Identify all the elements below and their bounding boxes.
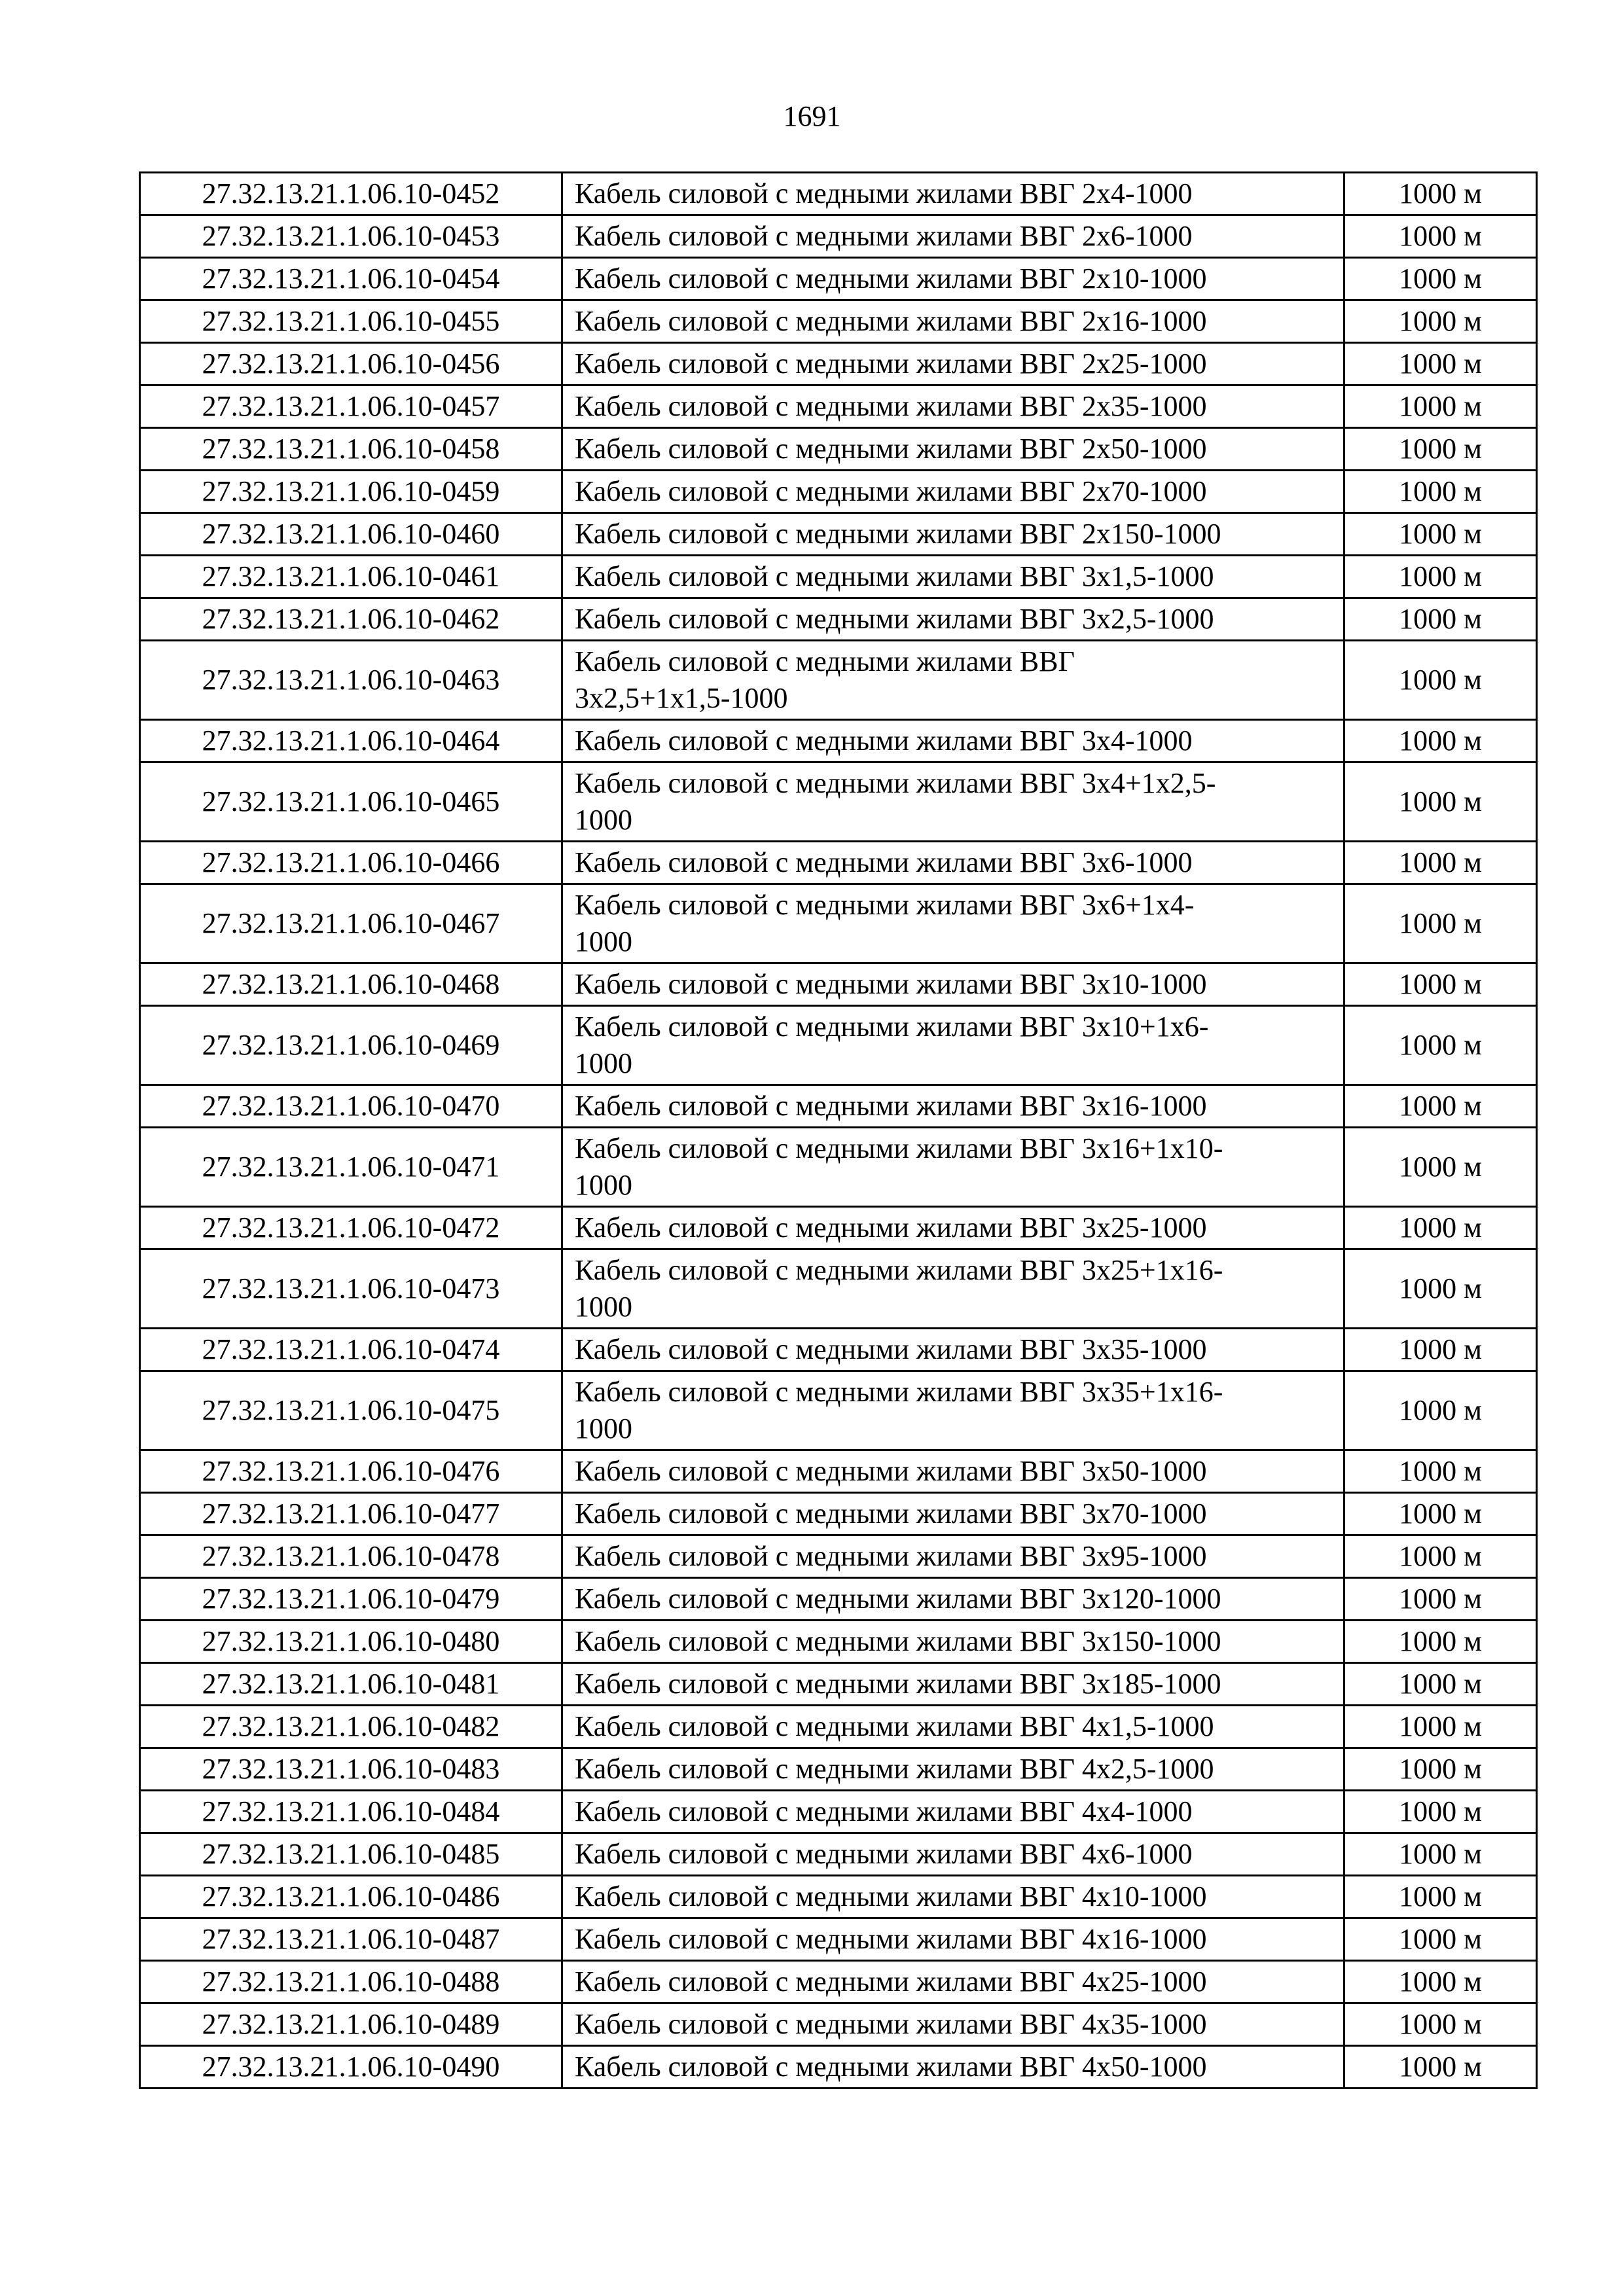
resource-name xyxy=(562,1450,1344,1493)
resource-name xyxy=(562,1085,1344,1128)
table-row xyxy=(140,720,1537,762)
resource-code: 27.32.13.21.1.06.10-0475 xyxy=(140,1371,562,1450)
table-row xyxy=(140,173,1537,215)
unit-of-measure: 1000 м xyxy=(1344,1833,1537,1876)
resource-name-line: Кабель силовой с медными жилами ВВГ 4х25-1000 xyxy=(575,1965,1207,1998)
material-table xyxy=(139,171,1538,2089)
resource-name-line: 1000 xyxy=(575,1291,632,1323)
table-row xyxy=(140,1876,1537,1918)
resource-name-line: Кабель силовой с медными жилами ВВГ 4х10-1000 xyxy=(575,1880,1207,1912)
resource-name-line: 1000 xyxy=(575,925,632,958)
resource-name xyxy=(562,1791,1344,1833)
resource-name xyxy=(562,1706,1344,1748)
resource-code: 27.32.13.21.1.06.10-0463 xyxy=(140,641,562,720)
table-row xyxy=(140,556,1537,598)
table-row xyxy=(140,1371,1537,1450)
resource-code: 27.32.13.21.1.06.10-0479 xyxy=(140,1578,562,1621)
resource-name xyxy=(562,471,1344,513)
resource-name xyxy=(562,1918,1344,1961)
resource-name-line: Кабель силовой с медными жилами ВВГ 4х2,5-1000 xyxy=(575,1753,1214,1785)
unit-of-measure: 1000 м xyxy=(1344,1578,1537,1621)
resource-code: 27.32.13.21.1.06.10-0483 xyxy=(140,1748,562,1791)
unit-of-measure: 1000 м xyxy=(1344,1918,1537,1961)
unit-of-measure: 1000 м xyxy=(1344,556,1537,598)
resource-name-line: Кабель силовой с медными жилами ВВГ 3х6-1000 xyxy=(575,846,1193,878)
resource-name-line: Кабель силовой с медными жилами ВВГ 2х35-1000 xyxy=(575,390,1207,422)
table-row xyxy=(140,428,1537,471)
resource-code: 27.32.13.21.1.06.10-0473 xyxy=(140,1249,562,1329)
table-row xyxy=(140,2046,1537,2089)
table-row xyxy=(140,1791,1537,1833)
table-row xyxy=(140,842,1537,884)
resource-name xyxy=(562,1961,1344,2003)
unit-of-measure: 1000 м xyxy=(1344,1249,1537,1329)
unit-of-measure: 1000 м xyxy=(1344,1748,1537,1791)
table-row xyxy=(140,1006,1537,1085)
unit-of-measure: 1000 м xyxy=(1344,720,1537,762)
resource-name-line: Кабель силовой с медными жилами ВВГ 3х2,5-1000 xyxy=(575,603,1214,635)
table-row xyxy=(140,1128,1537,1207)
unit-of-measure: 1000 м xyxy=(1344,386,1537,428)
table-row xyxy=(140,963,1537,1006)
resource-code: 27.32.13.21.1.06.10-0461 xyxy=(140,556,562,598)
page-number: 1691 xyxy=(783,100,841,132)
table-row xyxy=(140,1535,1537,1578)
resource-name-line: Кабель силовой с медными жилами ВВГ 3х1,5-1000 xyxy=(575,560,1214,592)
resource-name-line: Кабель силовой с медными жилами ВВГ 3х95-1000 xyxy=(575,1540,1207,1572)
resource-name xyxy=(562,1833,1344,1876)
resource-name-line: Кабель силовой с медными жилами ВВГ 3х150-1000 xyxy=(575,1625,1221,1657)
resource-name-line: 3х2,5+1х1,5-1000 xyxy=(575,682,788,714)
table-row xyxy=(140,1493,1537,1535)
table-row xyxy=(140,1085,1537,1128)
resource-name-line: Кабель силовой с медными жилами ВВГ 4х4-1000 xyxy=(575,1795,1193,1827)
unit-of-measure: 1000 м xyxy=(1344,1663,1537,1706)
resource-name-line: 1000 xyxy=(575,1169,632,1201)
resource-name-line: Кабель силовой с медными жилами ВВГ 3х16+1х10- xyxy=(575,1132,1223,1164)
table-row xyxy=(140,1578,1537,1621)
resource-name xyxy=(562,1128,1344,1207)
resource-name xyxy=(562,720,1344,762)
resource-code: 27.32.13.21.1.06.10-0460 xyxy=(140,513,562,556)
table-row xyxy=(140,762,1537,842)
unit-of-measure: 1000 м xyxy=(1344,258,1537,300)
unit-of-measure: 1000 м xyxy=(1344,1085,1537,1128)
table-row xyxy=(140,641,1537,720)
resource-name-line: Кабель силовой с медными жилами ВВГ 3х4+1х2,5- xyxy=(575,767,1216,799)
resource-code: 27.32.13.21.1.06.10-0454 xyxy=(140,258,562,300)
resource-code: 27.32.13.21.1.06.10-0468 xyxy=(140,963,562,1006)
resource-code: 27.32.13.21.1.06.10-0478 xyxy=(140,1535,562,1578)
resource-name xyxy=(562,884,1344,963)
resource-code: 27.32.13.21.1.06.10-0480 xyxy=(140,1621,562,1663)
table-row xyxy=(140,1621,1537,1663)
table-row xyxy=(140,1833,1537,1876)
unit-of-measure: 1000 м xyxy=(1344,300,1537,343)
table-row xyxy=(140,513,1537,556)
resource-name-line: Кабель силовой с медными жилами ВВГ 4х6-1000 xyxy=(575,1838,1193,1870)
unit-of-measure: 1000 м xyxy=(1344,1450,1537,1493)
unit-of-measure: 1000 м xyxy=(1344,1006,1537,1085)
resource-name-line: Кабель силовой с медными жилами ВВГ 4х1,5-1000 xyxy=(575,1710,1214,1742)
unit-of-measure: 1000 м xyxy=(1344,1961,1537,2003)
unit-of-measure: 1000 м xyxy=(1344,428,1537,471)
table-row xyxy=(140,343,1537,386)
resource-name-line: Кабель силовой с медными жилами ВВГ 3х4-1000 xyxy=(575,725,1193,757)
resource-name-line: Кабель силовой с медными жилами ВВГ 2х4-1000 xyxy=(575,177,1193,209)
unit-of-measure: 1000 м xyxy=(1344,173,1537,215)
resource-code: 27.32.13.21.1.06.10-0457 xyxy=(140,386,562,428)
resource-name xyxy=(562,762,1344,842)
table-row xyxy=(140,386,1537,428)
resource-name xyxy=(562,300,1344,343)
resource-name xyxy=(562,1876,1344,1918)
resource-name-line: Кабель силовой с медными жилами ВВГ 3х10+1х6- xyxy=(575,1011,1209,1043)
unit-of-measure: 1000 м xyxy=(1344,1207,1537,1249)
table-row xyxy=(140,598,1537,641)
resource-code: 27.32.13.21.1.06.10-0485 xyxy=(140,1833,562,1876)
resource-name xyxy=(562,842,1344,884)
resource-name-line: Кабель силовой с медными жилами ВВГ 2х25-1000 xyxy=(575,348,1207,380)
resource-name-line: Кабель силовой с медными жилами ВВГ 2х10-1000 xyxy=(575,262,1207,295)
table-row xyxy=(140,1249,1537,1329)
unit-of-measure: 1000 м xyxy=(1344,343,1537,386)
unit-of-measure: 1000 м xyxy=(1344,1621,1537,1663)
resource-code: 27.32.13.21.1.06.10-0453 xyxy=(140,215,562,258)
resource-code: 27.32.13.21.1.06.10-0476 xyxy=(140,1450,562,1493)
resource-name-line: Кабель силовой с медными жилами ВВГ 2х70-1000 xyxy=(575,475,1207,507)
resource-name-line: Кабель силовой с медными жилами ВВГ 2х50-1000 xyxy=(575,433,1207,465)
resource-name-line: Кабель силовой с медными жилами ВВГ 3х35+1х16- xyxy=(575,1376,1223,1408)
unit-of-measure: 1000 м xyxy=(1344,762,1537,842)
resource-name-line: Кабель силовой с медными жилами ВВГ 3х25-1000 xyxy=(575,1211,1207,1244)
table-row xyxy=(140,2003,1537,2046)
resource-code: 27.32.13.21.1.06.10-0481 xyxy=(140,1663,562,1706)
resource-name xyxy=(562,1535,1344,1578)
resource-name xyxy=(562,1371,1344,1450)
resource-code: 27.32.13.21.1.06.10-0477 xyxy=(140,1493,562,1535)
resource-name xyxy=(562,556,1344,598)
resource-name xyxy=(562,1207,1344,1249)
resource-code: 27.32.13.21.1.06.10-0462 xyxy=(140,598,562,641)
resource-code: 27.32.13.21.1.06.10-0455 xyxy=(140,300,562,343)
resource-name-line: Кабель силовой с медными жилами ВВГ 3х25+1х16- xyxy=(575,1254,1223,1286)
resource-code: 27.32.13.21.1.06.10-0452 xyxy=(140,173,562,215)
unit-of-measure: 1000 м xyxy=(1344,1876,1537,1918)
unit-of-measure: 1000 м xyxy=(1344,641,1537,720)
table-row xyxy=(140,300,1537,343)
table-row xyxy=(140,471,1537,513)
resource-code: 27.32.13.21.1.06.10-0469 xyxy=(140,1006,562,1085)
unit-of-measure: 1000 м xyxy=(1344,842,1537,884)
unit-of-measure: 1000 м xyxy=(1344,1371,1537,1450)
resource-name xyxy=(562,258,1344,300)
resource-name xyxy=(562,343,1344,386)
resource-name xyxy=(562,641,1344,720)
resource-code: 27.32.13.21.1.06.10-0489 xyxy=(140,2003,562,2046)
resource-code: 27.32.13.21.1.06.10-0470 xyxy=(140,1085,562,1128)
resource-name-line: 1000 xyxy=(575,804,632,836)
resource-name-line: Кабель силовой с медными жилами ВВГ 4х35-1000 xyxy=(575,2008,1207,2040)
table-row xyxy=(140,1706,1537,1748)
table-row xyxy=(140,1450,1537,1493)
table-row xyxy=(140,884,1537,963)
table-row xyxy=(140,1663,1537,1706)
resource-name-line: Кабель силовой с медными жилами ВВГ 3х16-1000 xyxy=(575,1090,1207,1122)
resource-name xyxy=(562,1329,1344,1371)
unit-of-measure: 1000 м xyxy=(1344,963,1537,1006)
unit-of-measure: 1000 м xyxy=(1344,2003,1537,2046)
resource-name xyxy=(562,1748,1344,1791)
resource-name xyxy=(562,1493,1344,1535)
table-row xyxy=(140,1748,1537,1791)
table-row xyxy=(140,258,1537,300)
resource-name xyxy=(562,215,1344,258)
unit-of-measure: 1000 м xyxy=(1344,513,1537,556)
resource-code: 27.32.13.21.1.06.10-0466 xyxy=(140,842,562,884)
resource-code: 27.32.13.21.1.06.10-0484 xyxy=(140,1791,562,1833)
resource-name-line: Кабель силовой с медными жилами ВВГ 4х16-1000 xyxy=(575,1923,1207,1955)
table-row xyxy=(140,1329,1537,1371)
resource-name xyxy=(562,1249,1344,1329)
resource-name-line: Кабель силовой с медными жилами ВВГ 3х35-1000 xyxy=(575,1333,1207,1365)
table-row xyxy=(140,1207,1537,1249)
resource-name-line: Кабель силовой с медными жилами ВВГ 3х10-1000 xyxy=(575,968,1207,1000)
resource-name xyxy=(562,1578,1344,1621)
resource-name-line: 1000 xyxy=(575,1047,632,1079)
unit-of-measure: 1000 м xyxy=(1344,1128,1537,1207)
resource-name-line: Кабель силовой с медными жилами ВВГ 3х50-1000 xyxy=(575,1455,1207,1487)
resource-name-line: Кабель силовой с медными жилами ВВГ 3х70-1000 xyxy=(575,1498,1207,1530)
resource-name-line: Кабель силовой с медными жилами ВВГ 2х150-1000 xyxy=(575,518,1221,550)
resource-code: 27.32.13.21.1.06.10-0459 xyxy=(140,471,562,513)
resource-name xyxy=(562,2046,1344,2089)
unit-of-measure: 1000 м xyxy=(1344,1493,1537,1535)
unit-of-measure: 1000 м xyxy=(1344,471,1537,513)
resource-code: 27.32.13.21.1.06.10-0465 xyxy=(140,762,562,842)
resource-name xyxy=(562,428,1344,471)
resource-name-line: Кабель силовой с медными жилами ВВГ 2х6-1000 xyxy=(575,220,1193,252)
resource-code: 27.32.13.21.1.06.10-0456 xyxy=(140,343,562,386)
resource-name xyxy=(562,2003,1344,2046)
resource-name xyxy=(562,963,1344,1006)
resource-name xyxy=(562,386,1344,428)
resource-name xyxy=(562,173,1344,215)
unit-of-measure: 1000 м xyxy=(1344,1535,1537,1578)
resource-code: 27.32.13.21.1.06.10-0487 xyxy=(140,1918,562,1961)
table-row xyxy=(140,1918,1537,1961)
table-row xyxy=(140,1961,1537,2003)
resource-name xyxy=(562,513,1344,556)
unit-of-measure: 1000 м xyxy=(1344,215,1537,258)
resource-code: 27.32.13.21.1.06.10-0467 xyxy=(140,884,562,963)
resource-name xyxy=(562,1663,1344,1706)
resource-name-line: 1000 xyxy=(575,1412,632,1444)
resource-code: 27.32.13.21.1.06.10-0472 xyxy=(140,1207,562,1249)
unit-of-measure: 1000 м xyxy=(1344,598,1537,641)
resource-name-line: Кабель силовой с медными жилами ВВГ 3х185-1000 xyxy=(575,1668,1221,1700)
resource-code: 27.32.13.21.1.06.10-0482 xyxy=(140,1706,562,1748)
unit-of-measure: 1000 м xyxy=(1344,2046,1537,2089)
resource-name-line: Кабель силовой с медными жилами ВВГ 4х50-1000 xyxy=(575,2051,1207,2083)
unit-of-measure: 1000 м xyxy=(1344,1706,1537,1748)
resource-name xyxy=(562,1621,1344,1663)
resource-name-line: Кабель силовой с медными жилами ВВГ xyxy=(575,645,1075,677)
resource-code: 27.32.13.21.1.06.10-0488 xyxy=(140,1961,562,2003)
table-body xyxy=(140,173,1537,2089)
resource-name-line: Кабель силовой с медными жилами ВВГ 3х6+1х4- xyxy=(575,889,1195,921)
unit-of-measure: 1000 м xyxy=(1344,1329,1537,1371)
table-row xyxy=(140,215,1537,258)
resource-code: 27.32.13.21.1.06.10-0490 xyxy=(140,2046,562,2089)
resource-code: 27.32.13.21.1.06.10-0474 xyxy=(140,1329,562,1371)
unit-of-measure: 1000 м xyxy=(1344,1791,1537,1833)
resource-code: 27.32.13.21.1.06.10-0458 xyxy=(140,428,562,471)
resource-name-line: Кабель силовой с медными жилами ВВГ 2х16-1000 xyxy=(575,305,1207,337)
resource-name xyxy=(562,598,1344,641)
resource-name xyxy=(562,1006,1344,1085)
resource-code: 27.32.13.21.1.06.10-0471 xyxy=(140,1128,562,1207)
resource-name-line: Кабель силовой с медными жилами ВВГ 3х120-1000 xyxy=(575,1583,1221,1615)
resource-code: 27.32.13.21.1.06.10-0464 xyxy=(140,720,562,762)
unit-of-measure: 1000 м xyxy=(1344,884,1537,963)
resource-code: 27.32.13.21.1.06.10-0486 xyxy=(140,1876,562,1918)
